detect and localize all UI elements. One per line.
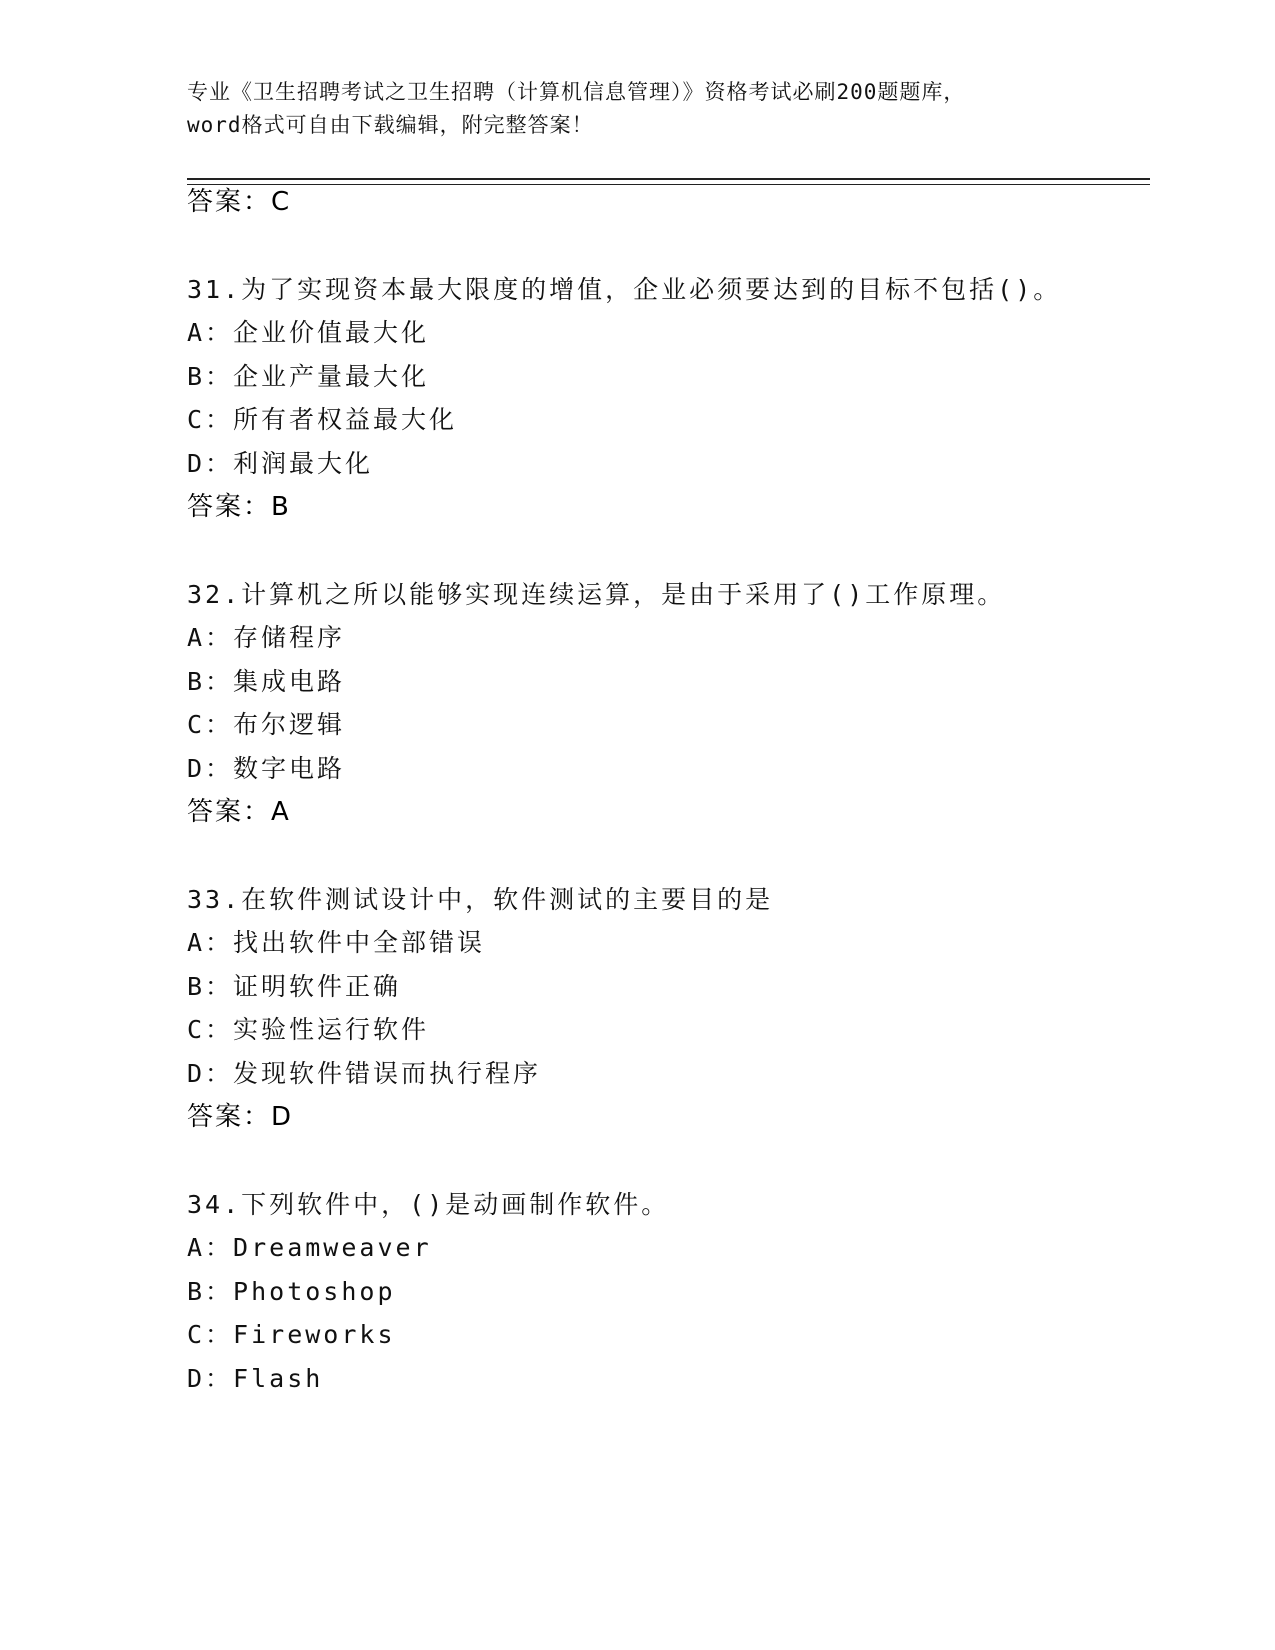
option-d: D：发现软件错误而执行程序 bbox=[187, 1059, 542, 1088]
question-stem: 33.在软件测试设计中，软件测试的主要目的是 bbox=[187, 885, 774, 914]
option-b: B：企业产量最大化 bbox=[187, 362, 430, 391]
previous-answer: 答案：C bbox=[187, 187, 292, 217]
option-a: A：企业价值最大化 bbox=[187, 318, 430, 347]
option-d: D：数字电路 bbox=[187, 754, 346, 783]
option-c: C：实验性运行软件 bbox=[187, 1015, 430, 1044]
document-title-line-1: 专业《卫生招聘考试之卫生招聘（计算机信息管理）》资格考试必刷200题题库， bbox=[187, 80, 966, 104]
header-divider-thick bbox=[187, 178, 1150, 180]
option-c: C：布尔逻辑 bbox=[187, 710, 346, 739]
option-a: A：存储程序 bbox=[187, 623, 346, 652]
header-divider-thin bbox=[187, 184, 1150, 185]
option-d: D：Flash bbox=[187, 1364, 324, 1393]
option-a: A：找出软件中全部错误 bbox=[187, 928, 486, 957]
option-a: A：Dreamweaver bbox=[187, 1233, 432, 1262]
answer: 答案：B bbox=[187, 492, 291, 522]
option-c: C：Fireworks bbox=[187, 1320, 396, 1349]
answer: 答案：D bbox=[187, 1102, 294, 1132]
question-stem: 31.为了实现资本最大限度的增值，企业必须要达到的目标不包括()。 bbox=[187, 275, 1062, 304]
option-b: B：Photoshop bbox=[187, 1277, 396, 1306]
option-d: D：利润最大化 bbox=[187, 449, 374, 478]
option-b: B：集成电路 bbox=[187, 667, 346, 696]
option-c: C：所有者权益最大化 bbox=[187, 405, 458, 434]
question-stem: 32.计算机之所以能够实现连续运算，是由于采用了()工作原理。 bbox=[187, 580, 1006, 609]
option-b: B：证明软件正确 bbox=[187, 972, 402, 1001]
answer: 答案：A bbox=[187, 797, 291, 827]
question-stem: 34.下列软件中，()是动画制作软件。 bbox=[187, 1190, 670, 1219]
document-title-line-2: word格式可自由下载编辑，附完整答案！ bbox=[187, 113, 594, 137]
